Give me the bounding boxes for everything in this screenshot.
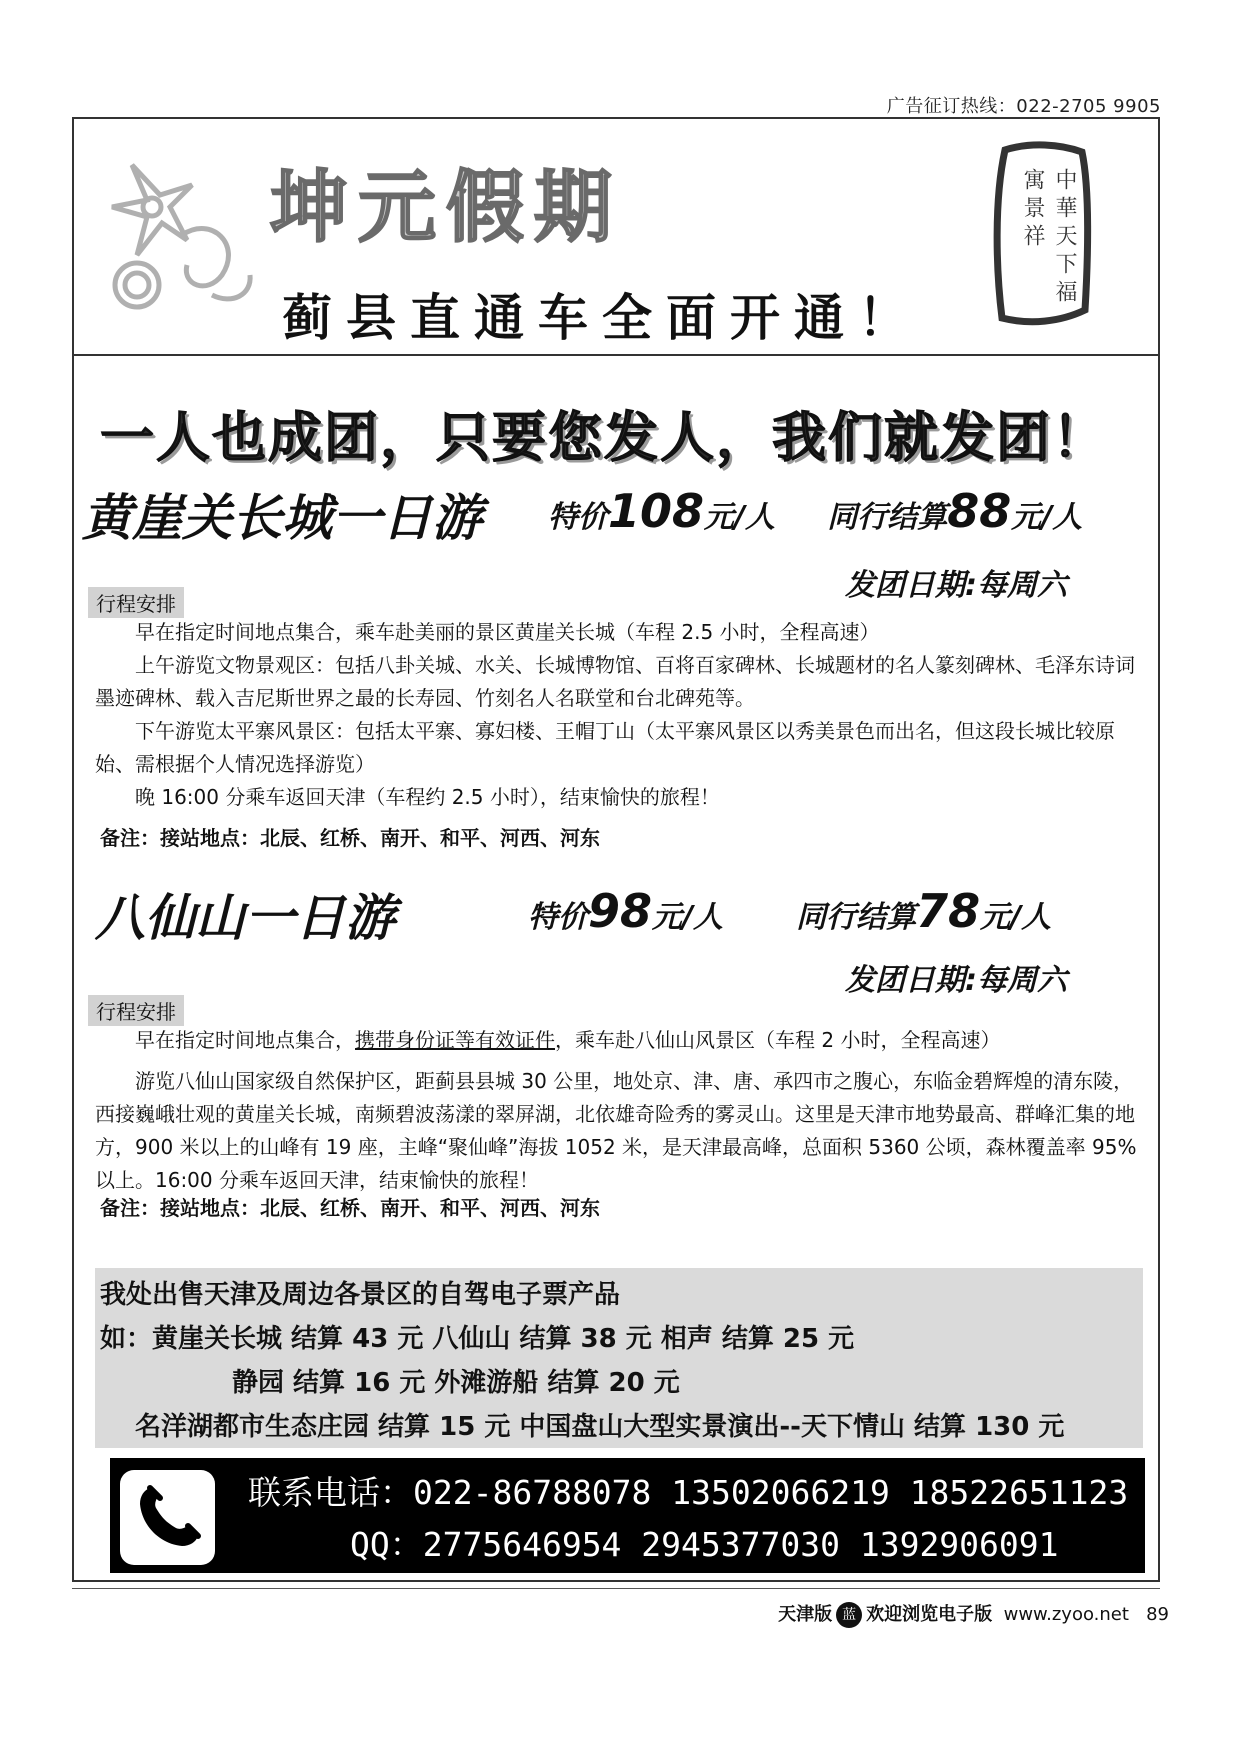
slogan: 一人也成团，只要您发人，我们就发团！ [100, 406, 1108, 469]
tour-1-paragraph: 早在指定时间地点集合，乘车赴美丽的景区黄崖关长城（车程 2.5 小时，全程高速） [135, 620, 880, 644]
tour-2-special-price: 98 [588, 884, 653, 938]
tour-2-special-unit: 元/人 [652, 900, 723, 935]
tour-2-peer-label: 同行结算 [796, 900, 917, 935]
footer [778, 1600, 1169, 1628]
telephone-icon [120, 1470, 215, 1565]
swirl-logo-icon [92, 145, 262, 320]
footer-website[interactable]: www.zyoo.net [1003, 1604, 1129, 1625]
tour-2-paragraph [95, 1024, 1145, 1057]
tickets-heading: 我处出售天津及周边各景区的自驾电子票产品 [100, 1280, 621, 1310]
tour-2-paragraph: 游览八仙山国家级自然保护区，距蓟县县城 30 公里，地处京、津、唐、承四市之腹心，东临金碧辉煌的清东陵，西接巍峨壮观的黄崖关长城，南频碧波荡漾的翠屏湖，北依雄奇险秀的雾灵山。这里是天津市地势最高、群峰汇集的地方，900 米以上的山峰有 19 座，主峰“聚仙峰”海拔 1052 米，是天津最高峰，总面积 5360 公顷，森林覆盖率 95%以上。16:00 分乘车返回天津，结束愉快的旅程！ [95, 1069, 1137, 1192]
tour-2-title: 八仙山一日游 [95, 889, 395, 947]
footer-rule [72, 1588, 1160, 1589]
tickets-line-3: 名洋湖都市生态庄园 结算 15 元 中国盘山大型实景演出--天下情山 结算 130 元 [135, 1412, 1065, 1442]
tour-2-p1-after: ，乘车赴八仙山风景区（车程 2 小时，全程高速） [555, 1028, 1001, 1052]
tour-1-special-price: 108 [608, 484, 705, 538]
tour-2-special-label: 特价 [528, 900, 588, 935]
tour-1-note: 备注：接站地点：北辰、红桥、南开、和平、河西、河东 [100, 826, 600, 850]
tour-1-peer-price: 88 [947, 484, 1012, 538]
tour-1-title: 黄崖关长城一日游 [82, 489, 482, 547]
tickets-line-1: 如：黄崖关长城 结算 43 元 八仙山 结算 38 元 相声 结算 25 元 [100, 1324, 855, 1354]
tour-2-peer-price: 78 [916, 884, 981, 938]
tickets-line-2: 静园 结算 16 元 外滩游船 结算 20 元 [232, 1368, 680, 1398]
tour-1-peer-unit: 元/人 [1011, 500, 1083, 535]
tour-1-paragraph: 上午游览文物景观区：包括八卦关城、水关、长城博物馆、百将百家碑林、长城题材的名人篆刻碑林、毛泽东诗词墨迹碑林、载入吉尼斯世界之最的长寿园、竹刻名人名联堂和台北碑苑等。 [95, 653, 1135, 710]
tour-2-price [528, 884, 1051, 938]
contact-qq-line [350, 1519, 1059, 1566]
tour-1-itinerary [95, 616, 1145, 814]
tour-1-special-label: 特价 [548, 500, 608, 535]
tour-2-itinerary [95, 1024, 1145, 1197]
tour-1-price [548, 484, 1082, 538]
contact-qq-numbers: 2775646954 2945377030 1392906091 [422, 1525, 1059, 1564]
tour-1-paragraph: 下午游览太平寨风景区：包括太平寨、寡妇楼、王帽丁山（太平寨风景区以秀美景色而出名，但这段长城比较原始、需根据个人情况选择游览） [95, 719, 1115, 776]
brand-title: 坤元假期 [270, 162, 623, 253]
contact-qq-label: QQ： [350, 1525, 423, 1564]
tour-2-peer-unit: 元/人 [980, 900, 1052, 935]
tour-2-depart: 发团日期:每周六 [845, 963, 1067, 998]
footer-slogan: 欢迎浏览电子版 [866, 1604, 993, 1625]
tour-2-note: 备注：接站地点：北辰、红桥、南开、和平、河西、河东 [100, 1196, 600, 1220]
tour-1-depart: 发团日期:每周六 [845, 568, 1067, 603]
tour-1-special-unit: 元/人 [704, 500, 775, 535]
tour-1-paragraph: 晚 16:00 分乘车返回天津（车程约 2.5 小时），结束愉快的旅程！ [135, 785, 720, 809]
subheadline: 蓟县直通车全面开通！ [282, 288, 922, 347]
tour-2-p1-underline: 携带身份证等有效证件 [355, 1028, 555, 1052]
tour-2-itinerary-label: 行程安排 [88, 995, 184, 1026]
footer-badge-icon: 蓝 [836, 1602, 862, 1628]
tour-2-p1-before: 早在指定时间地点集合， [135, 1028, 355, 1052]
phone-box [120, 1470, 215, 1565]
page-number: 89 [1146, 1604, 1169, 1625]
tour-1-peer-label: 同行结算 [827, 500, 948, 535]
footer-edition: 天津版 [778, 1604, 833, 1625]
contact-phone-label: 联系电话： [248, 1473, 413, 1512]
contact-phone-line [248, 1467, 1128, 1514]
contact-phone-numbers: 022-86788078 13502066219 18522651123 [413, 1473, 1129, 1512]
tour-1-itinerary-label: 行程安排 [88, 587, 184, 618]
seal-text: 中華天下福寓景祥 [1020, 168, 1077, 308]
ad-hotline: 广告征订热线：022-2705 9905 [886, 96, 1161, 117]
